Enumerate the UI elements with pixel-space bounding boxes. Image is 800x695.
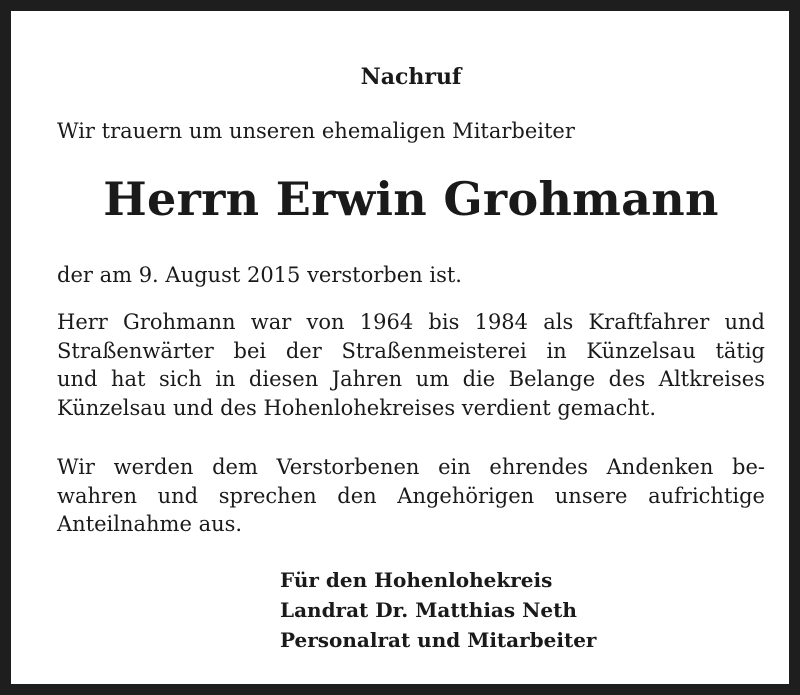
paragraph-line: und hat sich in diesen Jahren um die Belange des Altkreises bbox=[57, 367, 765, 391]
paragraph-line: Künzelsau und des Hohenlohekreises verdient gemacht. bbox=[57, 395, 657, 420]
career-paragraph bbox=[57, 308, 765, 422]
paragraph-line: wahren und sprechen den Angehörigen unsere aufrichtige bbox=[57, 483, 765, 508]
intro-line: Wir trauern um unseren ehemaligen Mitarbeiter bbox=[57, 119, 575, 143]
signature-block bbox=[280, 565, 596, 655]
paragraph-line: Herr Grohmann war von 1964 bis 1984 als Kraftfahrer und bbox=[57, 310, 765, 334]
death-date-line: der am 9. August 2015 verstorben ist. bbox=[57, 263, 462, 287]
deceased-name: Herrn Erwin Grohmann bbox=[103, 172, 719, 226]
obituary-heading: Nachruf bbox=[360, 64, 462, 90]
paragraph-line: Wir werden dem Verstorbenen ein ehrendes Andenken be- bbox=[57, 455, 765, 479]
signature-line: Für den Hohenlohekreis bbox=[280, 568, 553, 592]
signature-line: Personalrat und Mitarbeiter bbox=[280, 628, 597, 652]
condolence-paragraph bbox=[57, 453, 765, 539]
paragraph-line: Anteilnahme aus. bbox=[57, 512, 243, 536]
signature-line: Landrat Dr. Matthias Neth bbox=[280, 598, 577, 622]
paragraph-line: Straßenwärter bei der Straßenmeisterei in Künzelsau tätig bbox=[57, 338, 765, 363]
